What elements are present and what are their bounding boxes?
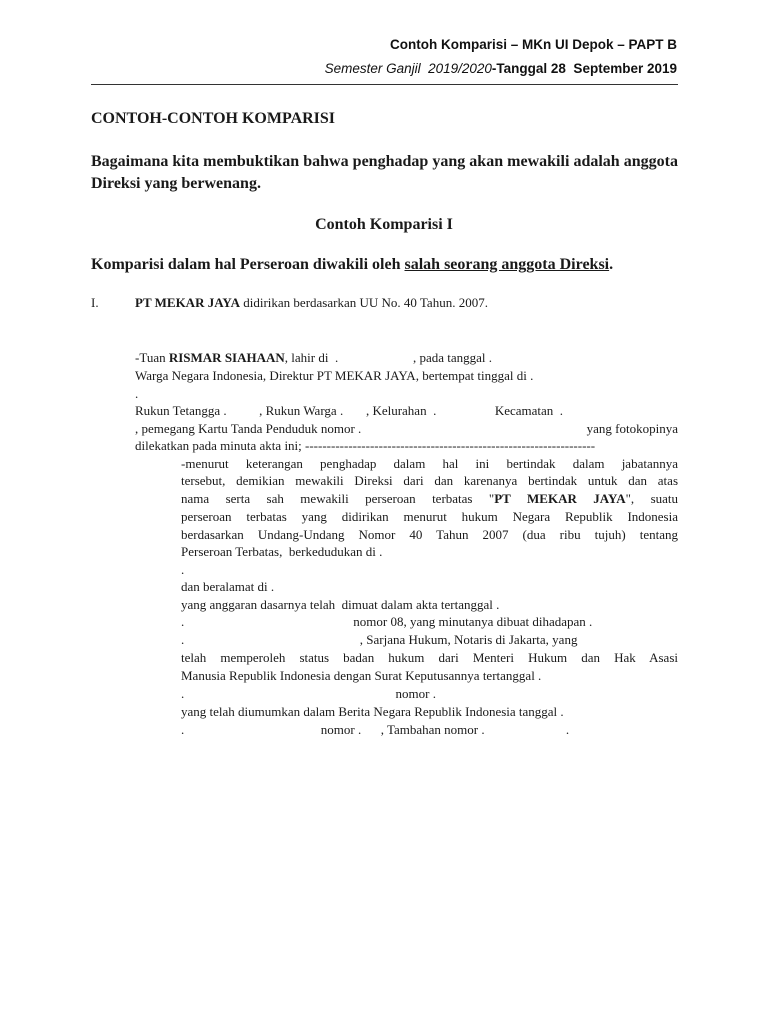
para-line-5: berdasarkan Undang-Undang Nomor 40 Tahun 2007 (dua ribu tujuh) tentang — [181, 527, 678, 542]
header-date-line — [325, 61, 677, 76]
para-dot: . — [181, 562, 185, 577]
sarjana-line: . , Sarjana Hukum, Notaris di Jakarta, yang — [181, 632, 578, 647]
nomor08-line: . nomor 08, yang minutanya dibuat dihadapan . — [181, 614, 593, 629]
para-line-6: Perseroan Terbatas, berkedudukan di . — [181, 544, 383, 559]
para-line-4: perseroan terbatas yang didirikan menurut hukum Negara Republik Indonesia — [181, 509, 678, 524]
warga-line: Warga Negara Indonesia, Direktur PT MEKAR JAYA, bertempat tinggal di . — [135, 368, 534, 383]
question-paragraph: Bagaimana kita membuktikan bahwa penghadap yang akan mewakili adalah anggota Direksi yang berwenang. — [91, 153, 678, 192]
header-semester: Semester Ganjil 2019/2020 — [324, 61, 492, 76]
ktp-line-right: yang fotokopinya — [586, 421, 678, 436]
item-company: PT MEKAR JAYA — [135, 295, 240, 310]
item-rest: didirikan berdasarkan UU No. 40 Tahun. 2007. — [239, 295, 488, 310]
document-heading: CONTOH-CONTOH KOMPARISI — [91, 110, 336, 127]
alamat-line: dan beralamat di . — [181, 579, 275, 594]
tambahan-line: . nomor . , Tambahan nomor . . — [181, 722, 570, 737]
para-line-3 — [181, 490, 678, 508]
para-line-2: tersebut, demikian mewakili Direksi dari dan karenanya bertindak untuk dan atas — [181, 473, 678, 488]
para-company: PT MEKAR JAYA — [494, 491, 626, 506]
item-number: I. — [91, 295, 99, 310]
dilekatkan-line: dilekatkan pada minuta akta ini; ------------------------------------------------------------------- — [135, 438, 596, 453]
tuan-prefix: -Tuan — [135, 350, 169, 365]
komparisi-underlined: salah seorang anggota Direksi — [404, 256, 610, 273]
para-line-1: -menurut keterangan penghadap dalam hal ini bertindak dalam jabatannya — [181, 456, 678, 471]
anggaran-line: yang anggaran dasarnya telah dimuat dalam akta tertanggal . — [181, 597, 500, 612]
komparisi-suffix: . — [609, 256, 614, 273]
tuan-line — [135, 349, 492, 367]
manusia-line: Manusia Republik Indonesia dengan Surat Keputusannya tertanggal . — [181, 668, 542, 683]
ktp-line-left: , pemegang Kartu Tanda Penduduk nomor . — [135, 421, 362, 436]
komparisi-statement — [91, 256, 613, 274]
tuan-rest: , lahir di . , pada tanggal . — [284, 350, 493, 365]
rukun-line: Rukun Tetangga . , Rukun Warga . , Kelurahan . Kecamatan . — [135, 403, 564, 418]
komparisi-prefix: Komparisi dalam hal Perseroan diwakili oleh — [91, 256, 405, 273]
nomor-sk-line: . nomor . — [181, 686, 436, 701]
header-title: Contoh Komparisi – MKn UI Depok – PAPT B — [389, 37, 677, 52]
status-line: telah memperoleh status badan hukum dari Menteri Hukum dan Hak Asasi — [181, 650, 678, 665]
item-text — [135, 295, 488, 311]
header-divider — [91, 84, 678, 85]
header-date: -Tanggal 28 September 2019 — [491, 61, 677, 76]
subheading: Contoh Komparisi I — [315, 216, 453, 233]
para-line-3-c: ", suatu — [625, 491, 679, 506]
tuan-name: RISMAR SIAHAAN — [168, 350, 285, 365]
para-line-3-a: nama serta sah mewakili perseroan terbatas " — [181, 491, 495, 506]
diumumkan-line: yang telah diumumkan dalam Berita Negara Republik Indonesia tanggal . — [181, 704, 564, 719]
dot-line: . — [135, 386, 139, 401]
